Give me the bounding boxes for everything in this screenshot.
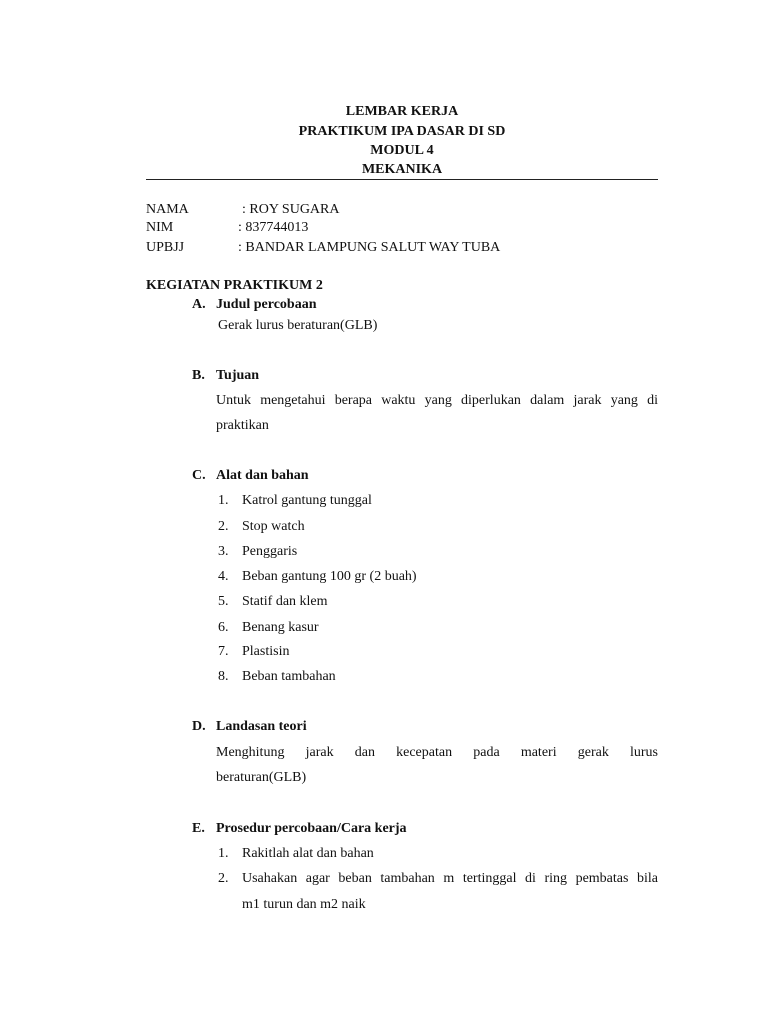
doc-title-line4: MEKANIKA (361, 162, 443, 177)
list-item: Katrol gantung tunggal (242, 493, 372, 508)
doc-title-line2: PRAKTIKUM IPA DASAR DI SD (298, 124, 506, 139)
list-item: Benang kasur (242, 620, 319, 635)
doc-title-line3: MODUL 4 (370, 143, 434, 158)
list-item: Usahakan agar beban tambahan m tertinggal di ring pembatas bila (242, 871, 658, 886)
section-d-marker: D. (192, 719, 206, 734)
name-value: : ROY SUGARA (242, 202, 340, 217)
list-item: Beban gantung 100 gr (2 buah) (242, 569, 417, 584)
list-item-number: 4. (218, 569, 229, 584)
list-item: Statif dan klem (242, 594, 328, 609)
section-c-heading: Alat dan bahan (216, 468, 309, 483)
section-a-body: Gerak lurus beraturan(GLB) (218, 318, 378, 333)
doc-title-line1: LEMBAR KERJA (345, 104, 459, 119)
list-item-number: 1. (218, 493, 229, 508)
list-item-number: 7. (218, 644, 229, 659)
list-item-number: 5. (218, 594, 229, 609)
list-item: Stop watch (242, 519, 305, 534)
upbjj-label: UPBJJ (146, 240, 185, 255)
list-item-number: 8. (218, 669, 229, 684)
list-item: Rakitlah alat dan bahan (242, 846, 374, 861)
name-label: NAMA (146, 202, 189, 217)
upbjj-value: : BANDAR LAMPUNG SALUT WAY TUBA (238, 240, 501, 255)
section-d-body-line2: beraturan(GLB) (216, 770, 307, 785)
list-item-number: 1. (218, 846, 229, 861)
header-divider (146, 179, 658, 180)
list-item: Beban tambahan (242, 669, 336, 684)
list-item-number: 3. (218, 544, 229, 559)
section-d-heading: Landasan teori (216, 719, 307, 734)
section-b-marker: B. (192, 368, 205, 383)
list-item-number: 2. (218, 871, 229, 886)
list-item: Plastisin (242, 644, 290, 659)
section-d-body-line1: Menghitung jarak dan kecepatan pada materi gerak lurus (216, 745, 658, 760)
section-e-marker: E. (192, 821, 205, 836)
list-item-continuation: m1 turun dan m2 naik (242, 897, 366, 912)
section-c-marker: C. (192, 468, 206, 483)
section-a-heading: Judul percobaan (216, 297, 317, 312)
list-item: Penggaris (242, 544, 298, 559)
section-b-body-line2: praktikan (216, 418, 269, 433)
section-a-marker: A. (192, 297, 206, 312)
list-item-number: 6. (218, 620, 229, 635)
section-b-heading: Tujuan (216, 368, 260, 383)
nim-label: NIM (146, 220, 174, 235)
section-b-body-line1: Untuk mengetahui berapa waktu yang diperlukan dalam jarak yang di (216, 393, 658, 408)
activity-title: KEGIATAN PRAKTIKUM 2 (146, 278, 323, 293)
section-e-heading: Prosedur percobaan/Cara kerja (216, 821, 407, 836)
list-item-number: 2. (218, 519, 229, 534)
nim-value: : 837744013 (238, 220, 309, 235)
